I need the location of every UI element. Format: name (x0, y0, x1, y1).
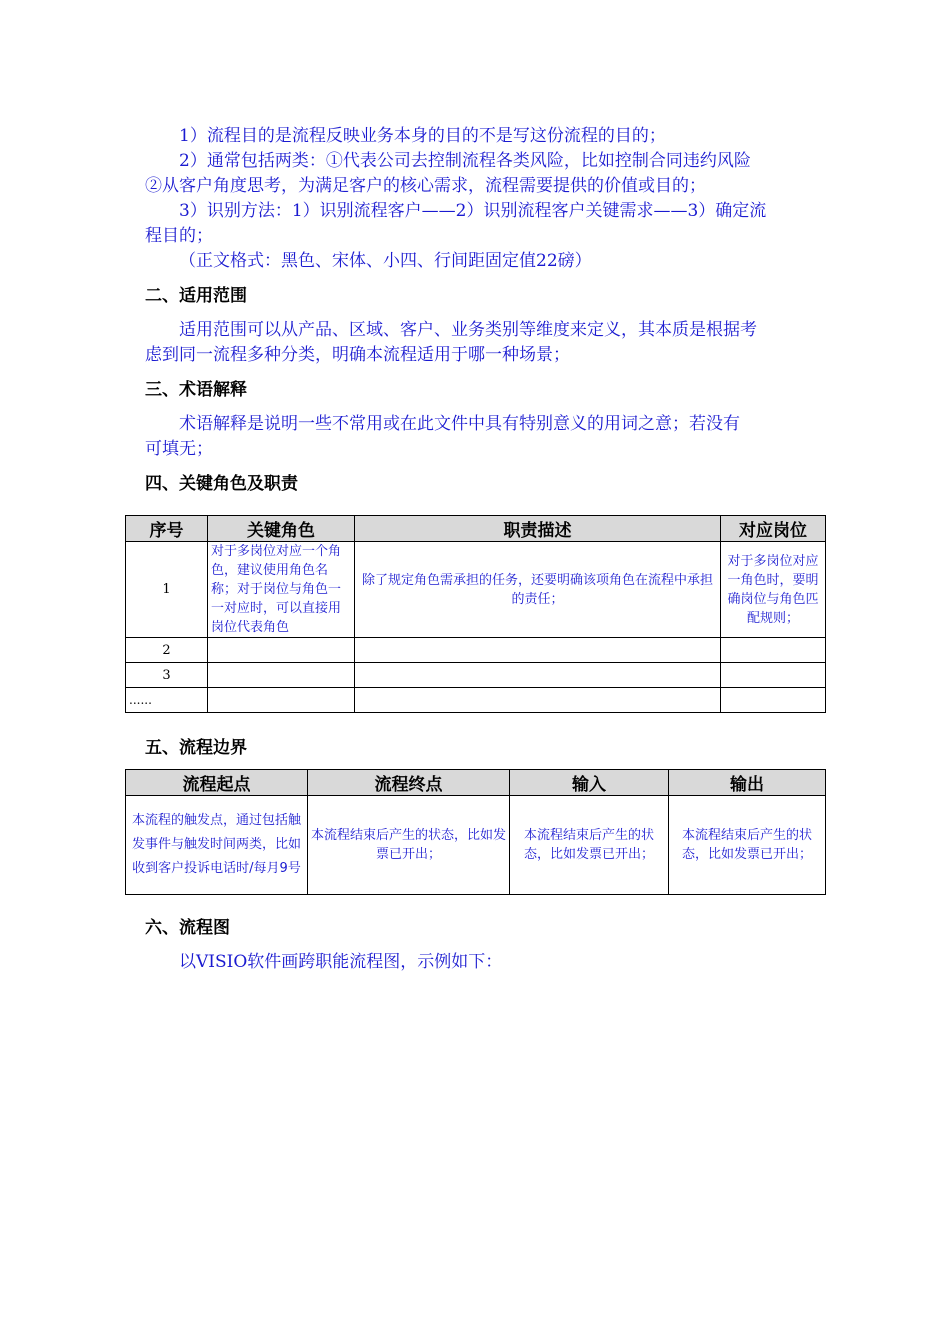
row-number: ...... (126, 688, 208, 713)
position-cell: 对于多岗位对应一角色时，要明确岗位与角色匹配规则； (721, 542, 826, 638)
roles-header-cell: 对应岗位 (721, 516, 826, 542)
roles-header-cell: 关键角色 (208, 516, 355, 542)
roles-heading: 四、关键角色及职责 (145, 474, 298, 494)
terms-paragraph (145, 412, 815, 462)
scope-heading: 二、适用范围 (145, 286, 247, 306)
roles-row (126, 542, 826, 638)
position-cell (721, 663, 826, 688)
roles-row (126, 638, 826, 663)
purpose-line-2a: 2）通常包括两类：①代表公司去控制流程各类风险，比如控制合同违约风险 (179, 151, 751, 171)
row-number: 1 (126, 542, 208, 638)
scope-line-2: 虑到同一流程多种分类，明确本流程适用于哪一种场景； (145, 345, 570, 365)
roles-table (125, 515, 826, 713)
flowchart-heading: 六、流程图 (145, 918, 230, 938)
boundary-table (125, 769, 826, 895)
flowchart-paragraph (145, 950, 815, 975)
role-name-cell (208, 688, 355, 713)
flowchart-line-1: 以VISIO软件画跨职能流程图，示例如下： (179, 952, 503, 972)
flow-end-cell: 本流程结束后产生的状态，比如发票已开出； (308, 796, 510, 895)
boundary-heading: 五、流程边界 (145, 738, 247, 758)
duty-description-cell: 除了规定角色需承担的任务，还要明确该项角色在流程中承担的责任； (355, 542, 721, 638)
roles-header-row (126, 516, 826, 542)
purpose-format-note: （正文格式：黑色、宋体、小四、行间距固定值22磅） (179, 251, 592, 271)
role-name-cell (208, 663, 355, 688)
purpose-line-1: 1）流程目的是流程反映业务本身的目的不是写这份流程的目的； (179, 126, 666, 146)
position-cell (721, 638, 826, 663)
boundary-header-cell: 输出 (669, 770, 826, 796)
duty-description-cell (355, 688, 721, 713)
row-number: 2 (126, 638, 208, 663)
roles-header-cell: 序号 (126, 516, 208, 542)
flow-start-cell: 本流程的触发点，通过包括触发事件与触发时间两类，比如收到客户投诉电话时/每月9号 (126, 796, 308, 895)
duty-description-cell (355, 663, 721, 688)
duty-description-cell (355, 638, 721, 663)
purpose-line-3a: 3）识别方法：1）识别流程客户——2）识别流程客户关键需求——3）确定流 (179, 201, 767, 221)
boundary-row (126, 796, 826, 895)
position-cell (721, 688, 826, 713)
terms-line-2: 可填无； (145, 439, 213, 459)
input-cell: 本流程结束后产生的状态，比如发票已开出； (510, 796, 669, 895)
roles-row (126, 663, 826, 688)
purpose-line-2b: ②从客户角度思考，为满足客户的核心需求，流程需要提供的价值或目的； (145, 176, 706, 196)
roles-row (126, 688, 826, 713)
terms-line-1: 术语解释是说明一些不常用或在此文件中具有特别意义的用词之意；若没有 (179, 414, 740, 434)
row-number: 3 (126, 663, 208, 688)
role-name-cell: 对于多岗位对应一个角色，建议使用角色名称；对于岗位与角色一一对应时，可以直接用岗位代表角色 (208, 542, 355, 638)
output-cell: 本流程结束后产生的状态，比如发票已开出； (669, 796, 826, 895)
boundary-header-row (126, 770, 826, 796)
scope-line-1: 适用范围可以从产品、区域、客户、业务类别等维度来定义，其本质是根据考 (179, 320, 757, 340)
purpose-line-3b: 程目的； (145, 226, 213, 246)
scope-paragraph (145, 318, 815, 368)
boundary-header-cell: 输入 (510, 770, 669, 796)
boundary-header-cell: 流程起点 (126, 770, 308, 796)
terms-heading: 三、术语解释 (145, 380, 247, 400)
roles-header-cell: 职责描述 (355, 516, 721, 542)
purpose-paragraph (145, 124, 815, 274)
boundary-header-cell: 流程终点 (308, 770, 510, 796)
role-name-cell (208, 638, 355, 663)
